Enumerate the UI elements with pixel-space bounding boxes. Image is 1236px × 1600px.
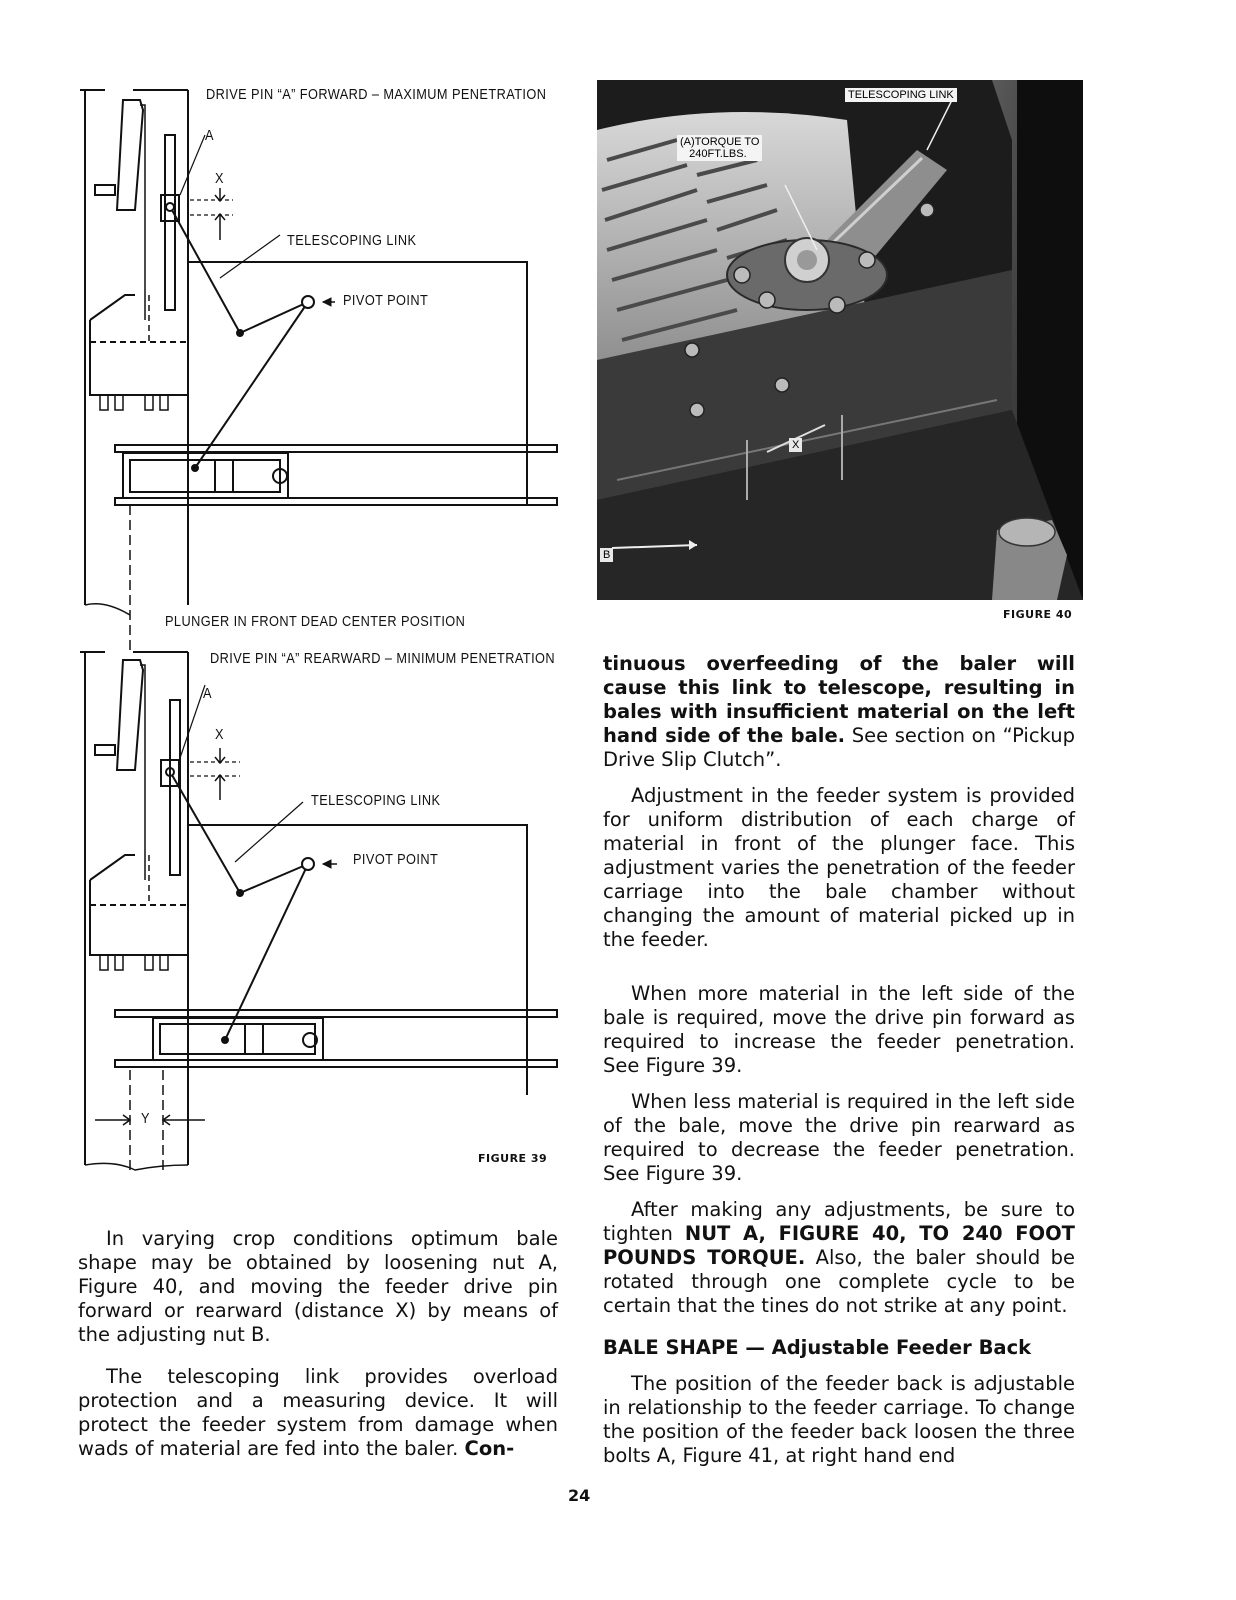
figure-39-bottom-telescoping-label: TELESCOPING LINK	[311, 792, 441, 809]
section-heading: BALE SHAPE — Adjustable Feeder Back	[603, 1336, 1032, 1359]
right-paragraph-3: When more material in the left side of the bale is required, move the drive pin forward as required to increase the feeder penetration. See Figure 39.	[603, 982, 1075, 1077]
right-paragraph-2: Adjustment in the feeder system is provided for uniform distribution of each charge of material in front of the plunger face. This adjustment varies the penetration of the feeder carriage into the bale chamber without changing the amount of material picked up in the feeder.	[603, 784, 1075, 951]
figure-39-bottom-label-x: X	[215, 726, 224, 743]
right-column	[603, 652, 1075, 1480]
left-paragraph-2-bold: Con-	[464, 1437, 515, 1460]
figure-39-top-pivot-label: PIVOT POINT	[343, 292, 429, 309]
figure-39-top-label-a: A	[205, 127, 214, 144]
right-paragraph-1-bold: tinuous overfeeding of the baler will cause this link to telescope, resulting in bales with insufficient material on the left hand side of the bale.	[603, 652, 1075, 747]
figure-39-top-telescoping-label: TELESCOPING LINK	[287, 232, 417, 249]
figure-39-top-label-x: X	[215, 170, 224, 187]
figure-40-torque-label: (A)TORQUE TO 240FT.LBS.	[677, 135, 762, 161]
left-column	[78, 1227, 558, 1473]
figure-40-x-label: X	[789, 438, 802, 452]
right-paragraph-4: When less material is required in the left side of the bale, move the drive pin rearward as required to decrease the feeder penetration. See Figure 39.	[603, 1090, 1075, 1185]
figure-39-bottom-heading: DRIVE PIN “A” REARWARD – MINIMUM PENETRATION	[210, 650, 556, 667]
figure-40-photo	[597, 80, 1083, 600]
figure-40-b-label: B	[600, 548, 613, 562]
figure-39-bottom-label-a: A	[203, 685, 212, 702]
left-paragraph-1: In varying crop conditions optimum bale shape may be obtained by loosening nut A, Figure 40, and moving the feeder drive pin forward or rearward (distance X) by means of the adjusting nut B.	[78, 1227, 558, 1346]
right-paragraph-5-text-b: Also, the baler should be rotated through one complete cycle to be certain that the tines do not strike at any point.	[603, 1246, 1075, 1317]
figure-40-telescoping-label: TELESCOPING LINK	[845, 88, 957, 102]
figure-39-caption: FIGURE 39	[478, 1152, 548, 1165]
figure-39-plunger-caption: PLUNGER IN FRONT DEAD CENTER POSITION	[165, 613, 466, 630]
right-paragraph-5-bold: NUT A, FIGURE 40, TO 240 FOOT POUNDS TORQUE.	[603, 1222, 1075, 1269]
figure-39-top-heading: DRIVE PIN “A” FORWARD – MAXIMUM PENETRATION	[206, 86, 547, 103]
figure-40-illustration	[597, 80, 1083, 600]
figure-39-diagram	[75, 80, 600, 1190]
page-number: 24	[568, 1486, 591, 1505]
figure-39-label-y: Y	[141, 1110, 150, 1127]
right-paragraph-1-text: See section on “Pickup Drive Slip Clutch”.	[603, 724, 1075, 771]
right-paragraph-1	[603, 652, 1075, 772]
left-paragraph-2-text: The telescoping link provides overload protection and a measuring device. It will protect the feeder system from damage when wads of material are fed into the baler.	[78, 1365, 558, 1460]
right-paragraph-5-text-a: After making any adjustments, be sure to tighten	[603, 1198, 1075, 1245]
right-paragraph-6: The position of the feeder back is adjustable in relationship to the feeder carriage. To change the position of the feeder back loosen the three bolts A, Figure 41, at right hand end	[603, 1372, 1075, 1467]
figure-40-caption: FIGURE 40	[1003, 608, 1073, 621]
right-paragraph-5	[603, 1198, 1075, 1318]
figure-39-bottom-pivot-label: PIVOT POINT	[353, 851, 439, 868]
left-paragraph-2	[78, 1365, 558, 1461]
